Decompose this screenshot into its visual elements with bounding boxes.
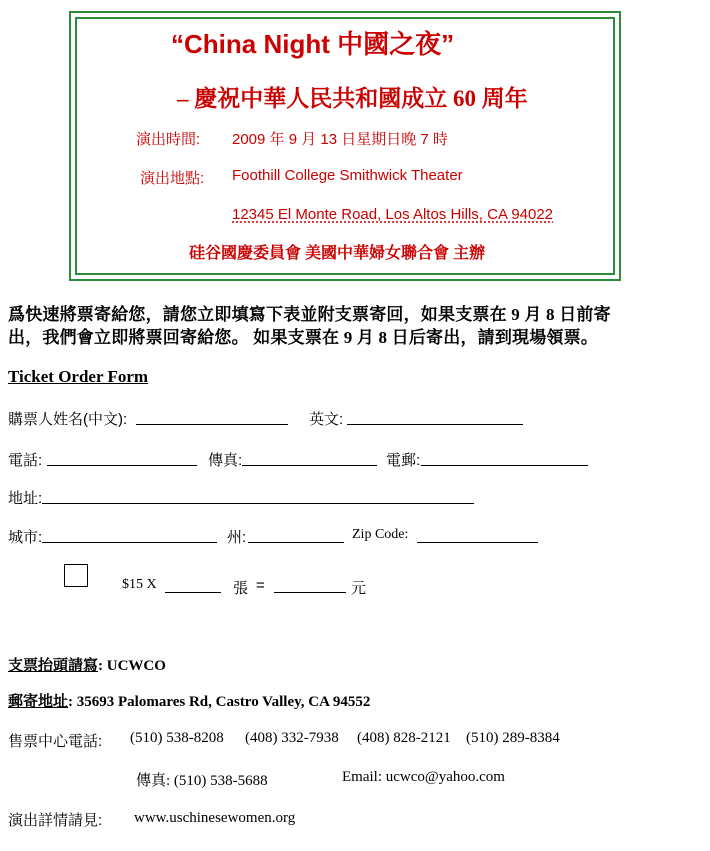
name-cn-field[interactable] — [136, 424, 288, 425]
phone-label: 電話: — [8, 452, 43, 469]
intro-line-2: 出，我們會立即將票回寄給您。 如果支票在 9 月 8 日后寄出，請到現場領票。 — [8, 328, 599, 347]
name-cn-label: 購票人姓名(中文): — [8, 411, 128, 428]
details-label: 演出詳情請見: — [8, 812, 103, 829]
mail-line — [8, 690, 370, 711]
contact-email[interactable]: Email: ucwco@yahoo.com — [342, 769, 505, 785]
venue-name: Foothill College Smithwick Theater — [232, 167, 463, 184]
phone-number-1: (510) 538-8208 — [130, 730, 224, 746]
qty-unit: 張 — [233, 580, 249, 597]
time-value: 2009 年 9 月 13 日星期日晚 7 時 — [232, 131, 448, 148]
time-label: 演出時間: — [136, 131, 201, 148]
zip-label: Zip Code: — [352, 527, 409, 542]
equals-sign: = — [256, 577, 265, 594]
zip-field[interactable] — [417, 542, 538, 543]
phone-number-4: (510) 289-8384 — [466, 730, 560, 746]
name-en-label: 英文: — [309, 411, 344, 428]
order-checkbox[interactable] — [64, 564, 88, 587]
payee-line — [8, 654, 166, 675]
state-field[interactable] — [248, 542, 344, 543]
fax-field[interactable] — [242, 465, 377, 466]
form-title: Ticket Order Form — [8, 367, 149, 386]
contact-fax: 傳真: (510) 538-5688 — [136, 773, 268, 789]
city-label: 城市: — [8, 529, 43, 546]
currency-unit: 元 — [351, 580, 367, 597]
payee-value: : UCWCO — [98, 658, 166, 674]
payee-label: 支票抬頭請寫 — [8, 658, 99, 674]
phone-number-2: (408) 332-7938 — [245, 730, 339, 746]
state-label: 州: — [227, 529, 247, 546]
city-field[interactable] — [42, 542, 217, 543]
total-field[interactable] — [274, 592, 346, 593]
venue-label: 演出地點: — [140, 170, 205, 187]
email-field[interactable] — [421, 465, 588, 466]
price-text: $15 X — [122, 577, 157, 592]
fax-label: 傳真: — [208, 452, 243, 469]
phone-field[interactable] — [47, 465, 197, 466]
quantity-field[interactable] — [165, 592, 221, 593]
phone-number-3: (408) 828-2121 — [357, 730, 451, 746]
mail-value: : 35693 Palomares Rd, Castro Valley, CA 94552 — [68, 694, 371, 710]
event-title: “China Night 中國之夜” — [171, 29, 455, 59]
mail-label: 郵寄地址 — [8, 694, 69, 710]
event-subtitle: – 慶祝中華人民共和國成立 60 周年 — [177, 86, 528, 111]
address-field[interactable] — [42, 503, 474, 504]
venue-address: 12345 El Monte Road, Los Altos Hills, CA 94022 — [232, 206, 554, 223]
organizer-line: 硅谷國慶委員會 美國中華婦女聯合會 主辦 — [189, 245, 486, 262]
email-label: 電郵: — [386, 452, 421, 469]
intro-line-1: 爲快速將票寄給您，請您立即填寫下表並附支票寄回，如果支票在 9 月 8 日前寄 — [8, 305, 611, 324]
name-en-field[interactable] — [347, 424, 523, 425]
website-link[interactable]: www.uschinesewomen.org — [134, 810, 296, 826]
address-label: 地址: — [8, 490, 43, 507]
hotline-label: 售票中心電話: — [8, 733, 103, 750]
